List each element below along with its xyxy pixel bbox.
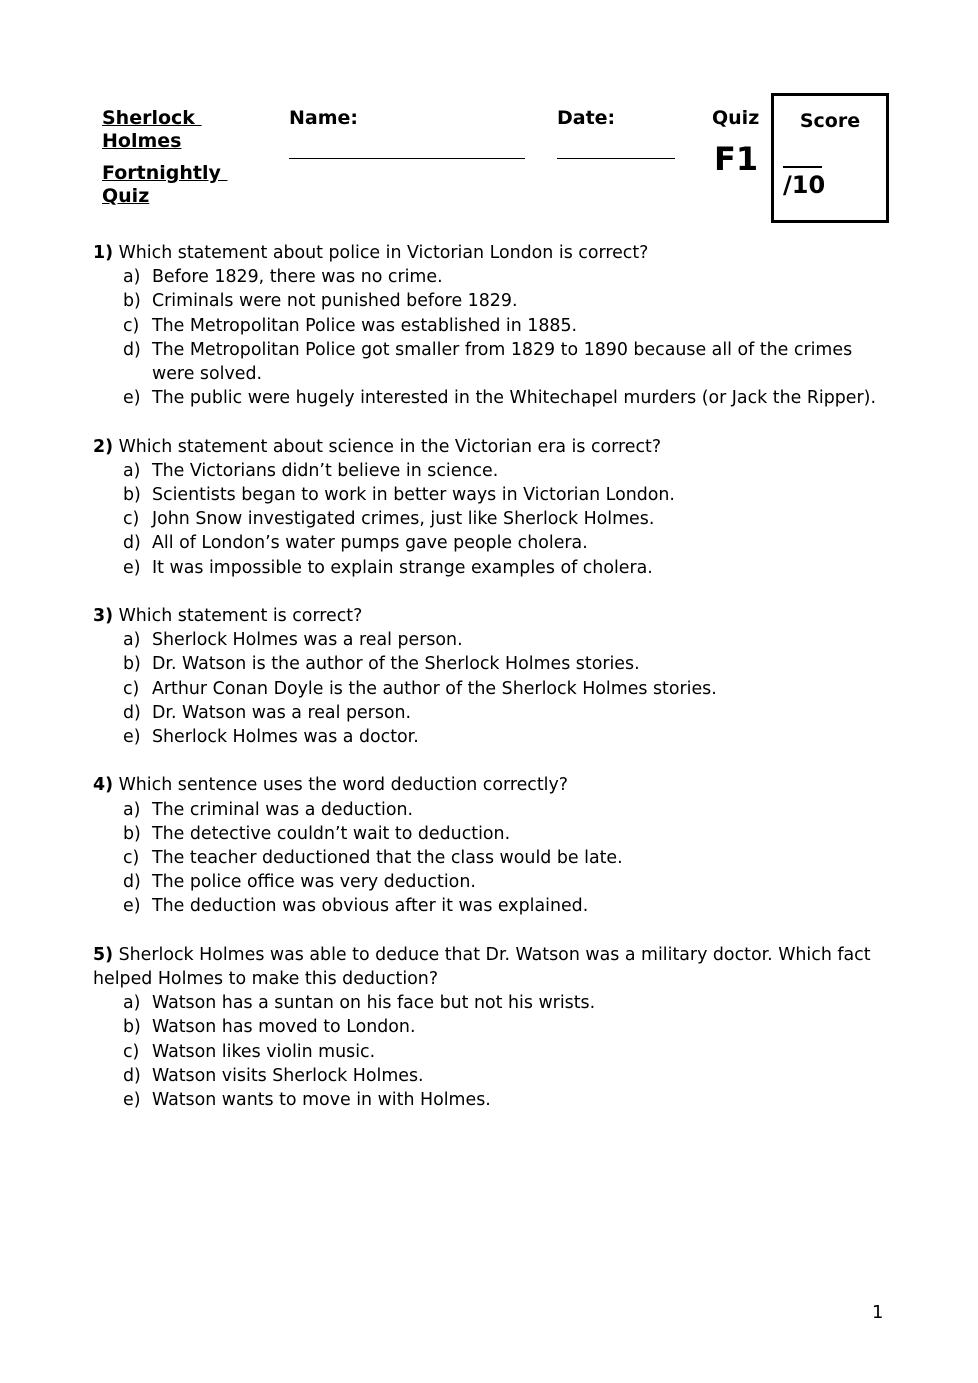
option-text: The public were hugely interested in the Whitechapel murders (or Jack the Ripper). bbox=[152, 388, 876, 409]
option-text: Watson has moved to London. bbox=[152, 1017, 416, 1038]
option-letter: d) bbox=[123, 702, 141, 723]
option-text: The deduction was obvious after it was explained. bbox=[152, 896, 589, 917]
option-text: Scientists began to work in better ways in Victorian London. bbox=[152, 485, 675, 506]
option-letter: b) bbox=[123, 291, 141, 312]
option-letter: a) bbox=[123, 630, 141, 651]
answer-option[interactable] bbox=[93, 289, 888, 313]
answer-option[interactable] bbox=[93, 652, 888, 676]
quiz-title-line: Quiz bbox=[102, 185, 150, 207]
option-letter: c) bbox=[123, 678, 140, 699]
answer-option[interactable] bbox=[93, 701, 888, 725]
quiz-label: Quiz bbox=[712, 107, 760, 129]
option-letter: d) bbox=[123, 1065, 141, 1086]
option-letter: a) bbox=[123, 799, 141, 820]
answer-option[interactable] bbox=[93, 314, 888, 338]
option-text: The Metropolitan Police got smaller from 1829 to 1890 because all of the crimes were solved. bbox=[152, 339, 853, 385]
question-number: 2) bbox=[93, 436, 114, 457]
option-text: Criminals were not punished before 1829. bbox=[152, 291, 518, 312]
answer-option[interactable] bbox=[93, 1088, 888, 1112]
option-letter: c) bbox=[123, 509, 140, 530]
answer-option[interactable] bbox=[93, 628, 888, 652]
question-3 bbox=[93, 604, 888, 749]
question-number: 5) bbox=[93, 944, 114, 965]
question-2 bbox=[93, 435, 888, 580]
question-number: 1) bbox=[93, 243, 114, 263]
option-text: Before 1829, there was no crime. bbox=[152, 267, 443, 288]
answer-option[interactable] bbox=[93, 798, 888, 822]
option-letter: c) bbox=[123, 848, 140, 869]
option-letter: a) bbox=[123, 460, 141, 481]
option-letter: b) bbox=[123, 1017, 141, 1038]
answer-option[interactable] bbox=[93, 338, 888, 386]
option-letter: e) bbox=[123, 1090, 141, 1111]
question-text: Which statement about police in Victorian London is correct? bbox=[118, 243, 649, 263]
option-letter: e) bbox=[123, 896, 141, 917]
option-letter: e) bbox=[123, 388, 141, 409]
answer-option[interactable] bbox=[93, 1040, 888, 1064]
date-label: Date: bbox=[557, 107, 616, 129]
page-number: 1 bbox=[872, 1302, 884, 1323]
answer-option[interactable] bbox=[93, 459, 888, 483]
question-text: Which statement about science in the Victorian era is correct? bbox=[118, 436, 662, 457]
answer-option[interactable] bbox=[93, 483, 888, 507]
question-text: Which statement is correct? bbox=[118, 606, 363, 627]
option-letter: a) bbox=[123, 267, 141, 288]
answer-option[interactable] bbox=[93, 1064, 888, 1088]
quiz-title-line: Holmes bbox=[102, 130, 182, 152]
option-text: The police office was very deduction. bbox=[152, 872, 476, 893]
score-field[interactable] bbox=[783, 166, 822, 168]
score-out-of: /10 bbox=[783, 171, 826, 199]
option-letter: d) bbox=[123, 872, 141, 893]
answer-option[interactable] bbox=[93, 725, 888, 749]
option-letter: c) bbox=[123, 1041, 140, 1062]
date-field[interactable] bbox=[557, 158, 675, 159]
answer-option[interactable] bbox=[93, 991, 888, 1015]
quiz-title-line: Fortnightly bbox=[102, 162, 228, 184]
question-5 bbox=[93, 943, 888, 1112]
quiz-title-line: Sherlock bbox=[102, 107, 202, 129]
option-text: Sherlock Holmes was a doctor. bbox=[152, 727, 419, 748]
option-letter: e) bbox=[123, 727, 141, 748]
option-letter: b) bbox=[123, 654, 141, 675]
option-letter: b) bbox=[123, 485, 141, 506]
option-letter: d) bbox=[123, 533, 141, 554]
option-text: The Metropolitan Police was established in 1885. bbox=[152, 315, 578, 336]
option-text: It was impossible to explain strange examples of cholera. bbox=[152, 557, 653, 578]
option-text: Dr. Watson was a real person. bbox=[152, 702, 412, 723]
option-letter: e) bbox=[123, 557, 141, 578]
question-1 bbox=[93, 241, 888, 410]
quiz-title bbox=[102, 107, 227, 208]
quiz-code: F1 bbox=[714, 140, 759, 178]
name-field[interactable] bbox=[289, 158, 525, 159]
answer-option[interactable] bbox=[93, 556, 888, 580]
option-text: John Snow investigated crimes, just like Sherlock Holmes. bbox=[152, 509, 655, 530]
option-text: Arthur Conan Doyle is the author of the Sherlock Holmes stories. bbox=[152, 678, 717, 699]
question-4 bbox=[93, 773, 888, 918]
score-box bbox=[771, 93, 889, 223]
option-text: The detective couldn’t wait to deduction. bbox=[152, 823, 511, 844]
option-text: Sherlock Holmes was a real person. bbox=[152, 630, 463, 651]
question-number: 4) bbox=[93, 775, 114, 796]
option-text: Watson likes violin music. bbox=[152, 1041, 376, 1062]
answer-option[interactable] bbox=[93, 531, 888, 555]
question-text: Sherlock Holmes was able to deduce that Dr. Watson was a military doctor. Which fact helped Holmes to make this deduction? bbox=[93, 944, 871, 990]
option-letter: a) bbox=[123, 993, 141, 1014]
option-letter: d) bbox=[123, 339, 141, 360]
option-letter: c) bbox=[123, 315, 140, 336]
question-list bbox=[93, 241, 888, 1136]
answer-option[interactable] bbox=[93, 1015, 888, 1039]
option-text: All of London’s water pumps gave people cholera. bbox=[152, 533, 588, 554]
answer-option[interactable] bbox=[93, 822, 888, 846]
score-label: Score bbox=[799, 110, 861, 132]
option-text: The criminal was a deduction. bbox=[152, 799, 414, 820]
answer-option[interactable] bbox=[93, 507, 888, 531]
question-text: Which sentence uses the word deduction correctly? bbox=[118, 775, 569, 796]
name-label: Name: bbox=[289, 107, 359, 129]
option-text: Watson has a suntan on his face but not his wrists. bbox=[152, 993, 596, 1014]
option-text: Watson wants to move in with Holmes. bbox=[152, 1090, 491, 1111]
answer-option[interactable] bbox=[93, 265, 888, 289]
answer-option[interactable] bbox=[93, 894, 888, 918]
answer-option[interactable] bbox=[93, 386, 888, 410]
answer-option[interactable] bbox=[93, 677, 888, 701]
option-text: The Victorians didn’t believe in science. bbox=[152, 460, 499, 481]
option-text: The teacher deductioned that the class would be late. bbox=[152, 848, 623, 869]
question-number: 3) bbox=[93, 606, 114, 627]
option-text: Dr. Watson is the author of the Sherlock Holmes stories. bbox=[152, 654, 640, 675]
answer-option[interactable] bbox=[93, 846, 888, 870]
answer-option[interactable] bbox=[93, 870, 888, 894]
option-text: Watson visits Sherlock Holmes. bbox=[152, 1065, 424, 1086]
option-letter: b) bbox=[123, 823, 141, 844]
